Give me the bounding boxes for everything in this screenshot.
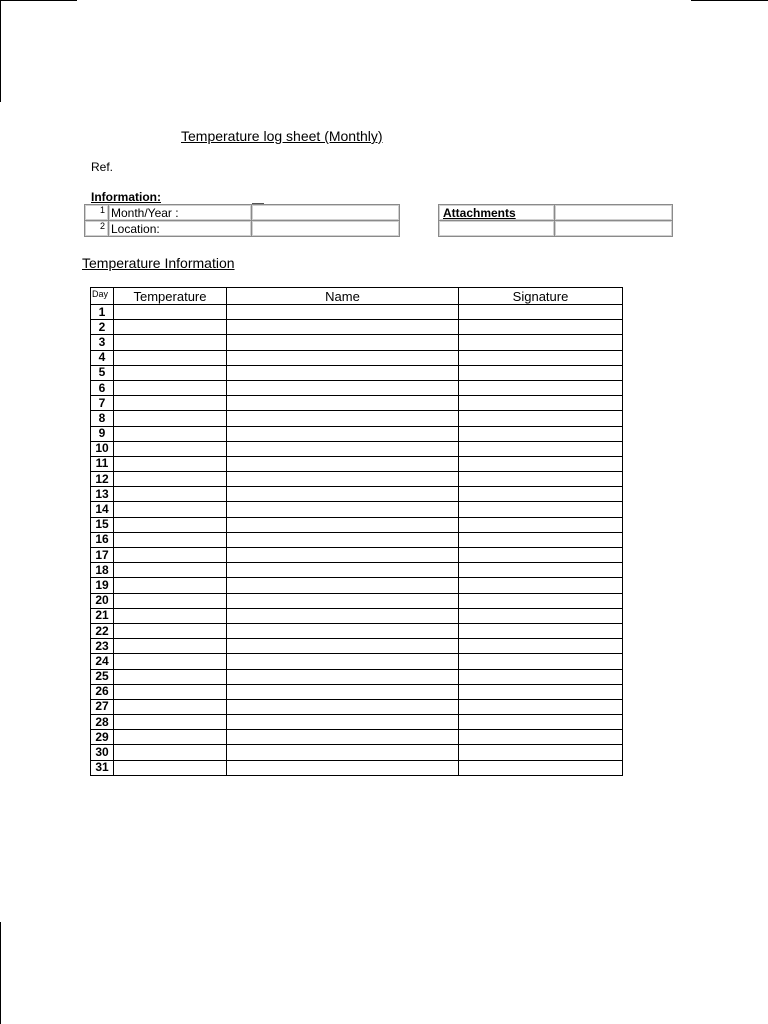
temperature-cell[interactable]	[114, 745, 227, 760]
temperature-cell[interactable]	[114, 639, 227, 654]
temperature-cell[interactable]	[114, 532, 227, 547]
day-number: 14	[91, 502, 114, 517]
day-number: 13	[91, 487, 114, 502]
signature-cell[interactable]	[459, 730, 623, 745]
day-number: 17	[91, 548, 114, 563]
day-number: 6	[91, 380, 114, 395]
temperature-cell[interactable]	[114, 320, 227, 335]
column-header-day: Day	[91, 288, 114, 305]
attachments-table	[438, 204, 673, 237]
day-number: 19	[91, 578, 114, 593]
temperature-cell[interactable]	[114, 654, 227, 669]
day-number: 8	[91, 411, 114, 426]
table-row	[91, 715, 623, 730]
information-row	[85, 221, 400, 237]
temperature-cell[interactable]	[114, 472, 227, 487]
table-row	[91, 760, 623, 775]
signature-cell[interactable]	[459, 305, 623, 320]
temperature-cell[interactable]	[114, 380, 227, 395]
table-row	[91, 669, 623, 684]
day-number: 4	[91, 350, 114, 365]
day-number: 30	[91, 745, 114, 760]
day-number: 10	[91, 441, 114, 456]
signature-cell[interactable]	[459, 745, 623, 760]
table-row	[91, 654, 623, 669]
signature-cell[interactable]	[459, 684, 623, 699]
signature-cell[interactable]	[459, 456, 623, 471]
name-cell[interactable]	[227, 639, 459, 654]
day-number: 29	[91, 730, 114, 745]
day-number: 28	[91, 715, 114, 730]
table-row	[91, 593, 623, 608]
crop-mark-top-left-v	[0, 0, 1, 102]
attachments-field-empty[interactable]	[555, 221, 673, 237]
day-number: 23	[91, 639, 114, 654]
temperature-log-table	[90, 287, 623, 776]
name-cell[interactable]	[227, 411, 459, 426]
signature-cell[interactable]	[459, 608, 623, 623]
crop-mark-bottom-left-v	[0, 922, 1, 1024]
table-row	[91, 441, 623, 456]
name-cell[interactable]	[227, 335, 459, 350]
temperature-cell[interactable]	[114, 623, 227, 638]
name-cell[interactable]	[227, 532, 459, 547]
signature-cell[interactable]	[459, 380, 623, 395]
temperature-cell[interactable]	[114, 441, 227, 456]
name-cell[interactable]	[227, 320, 459, 335]
name-cell[interactable]	[227, 426, 459, 441]
temperature-cell[interactable]	[114, 563, 227, 578]
temperature-cell[interactable]	[114, 715, 227, 730]
temperature-cell[interactable]	[114, 684, 227, 699]
table-row	[91, 623, 623, 638]
temperature-cell[interactable]	[114, 365, 227, 380]
table-row	[91, 426, 623, 441]
attachments-field[interactable]	[555, 205, 673, 221]
table-row	[91, 320, 623, 335]
temperature-cell[interactable]	[114, 456, 227, 471]
day-number: 1	[91, 305, 114, 320]
signature-cell[interactable]	[459, 320, 623, 335]
day-number: 5	[91, 365, 114, 380]
day-number: 31	[91, 760, 114, 775]
month-year-label: Month/Year :	[109, 205, 252, 221]
name-cell[interactable]	[227, 502, 459, 517]
name-cell[interactable]	[227, 563, 459, 578]
signature-cell[interactable]	[459, 487, 623, 502]
table-row	[91, 350, 623, 365]
crop-mark-top-right-h	[691, 0, 768, 1]
table-row	[91, 472, 623, 487]
day-number: 20	[91, 593, 114, 608]
signature-cell[interactable]	[459, 472, 623, 487]
name-cell[interactable]	[227, 305, 459, 320]
name-cell[interactable]	[227, 456, 459, 471]
temperature-cell[interactable]	[114, 350, 227, 365]
name-cell[interactable]	[227, 669, 459, 684]
information-heading: Information:	[91, 190, 161, 204]
row-number: 2	[85, 221, 109, 237]
day-number: 15	[91, 517, 114, 532]
name-cell[interactable]	[227, 699, 459, 714]
table-row	[91, 745, 623, 760]
signature-cell[interactable]	[459, 502, 623, 517]
day-number: 21	[91, 608, 114, 623]
name-cell[interactable]	[227, 365, 459, 380]
temperature-cell[interactable]	[114, 517, 227, 532]
name-cell[interactable]	[227, 745, 459, 760]
table-row	[91, 411, 623, 426]
signature-cell[interactable]	[459, 715, 623, 730]
temperature-cell[interactable]	[114, 426, 227, 441]
table-row	[91, 335, 623, 350]
signature-cell[interactable]	[459, 441, 623, 456]
table-row	[91, 563, 623, 578]
signature-cell[interactable]	[459, 335, 623, 350]
attachments-label: Attachments	[439, 205, 555, 221]
information-row	[85, 205, 400, 221]
attachments-field-empty[interactable]	[439, 221, 555, 237]
location-field[interactable]	[252, 221, 400, 237]
name-cell[interactable]	[227, 380, 459, 395]
name-cell[interactable]	[227, 623, 459, 638]
day-number: 22	[91, 623, 114, 638]
temperature-cell[interactable]	[114, 335, 227, 350]
column-header-name: Name	[227, 288, 459, 305]
temperature-cell[interactable]	[114, 608, 227, 623]
temperature-cell[interactable]	[114, 548, 227, 563]
table-row	[91, 684, 623, 699]
day-number: 9	[91, 426, 114, 441]
name-cell[interactable]	[227, 715, 459, 730]
temperature-cell[interactable]	[114, 396, 227, 411]
signature-cell[interactable]	[459, 426, 623, 441]
name-cell[interactable]	[227, 760, 459, 775]
signature-cell[interactable]	[459, 365, 623, 380]
temperature-cell[interactable]	[114, 760, 227, 775]
name-cell[interactable]	[227, 608, 459, 623]
signature-cell[interactable]	[459, 639, 623, 654]
table-row	[91, 578, 623, 593]
information-table	[84, 204, 400, 237]
table-row	[91, 305, 623, 320]
day-number: 16	[91, 532, 114, 547]
page-title: Temperature log sheet (Monthly)	[181, 128, 383, 144]
day-number: 7	[91, 396, 114, 411]
name-cell[interactable]	[227, 487, 459, 502]
temperature-cell[interactable]	[114, 730, 227, 745]
name-cell[interactable]	[227, 517, 459, 532]
table-row	[91, 365, 623, 380]
temperature-cell[interactable]	[114, 411, 227, 426]
day-number: 18	[91, 563, 114, 578]
name-cell[interactable]	[227, 441, 459, 456]
day-number: 11	[91, 456, 114, 471]
table-row	[91, 487, 623, 502]
temperature-cell[interactable]	[114, 669, 227, 684]
row-number: 1	[85, 205, 109, 221]
section-title: Temperature Information	[82, 255, 235, 271]
name-cell[interactable]	[227, 593, 459, 608]
month-year-field[interactable]	[252, 205, 400, 221]
table-row	[91, 548, 623, 563]
temperature-cell[interactable]	[114, 699, 227, 714]
temperature-cell[interactable]	[114, 593, 227, 608]
temperature-cell[interactable]	[114, 305, 227, 320]
table-row	[91, 699, 623, 714]
name-cell[interactable]	[227, 684, 459, 699]
table-row	[91, 456, 623, 471]
name-cell[interactable]	[227, 350, 459, 365]
name-cell[interactable]	[227, 472, 459, 487]
table-row	[91, 502, 623, 517]
signature-cell[interactable]	[459, 699, 623, 714]
day-number: 26	[91, 684, 114, 699]
table-row	[91, 532, 623, 547]
signature-cell[interactable]	[459, 563, 623, 578]
temperature-cell[interactable]	[114, 578, 227, 593]
signature-cell[interactable]	[459, 578, 623, 593]
name-cell[interactable]	[227, 654, 459, 669]
day-number: 25	[91, 669, 114, 684]
temperature-cell[interactable]	[114, 487, 227, 502]
signature-cell[interactable]	[459, 411, 623, 426]
table-header-row	[91, 288, 623, 305]
location-label: Location:	[109, 221, 252, 237]
temperature-cell[interactable]	[114, 502, 227, 517]
signature-cell[interactable]	[459, 548, 623, 563]
day-number: 24	[91, 654, 114, 669]
name-cell[interactable]	[227, 548, 459, 563]
name-cell[interactable]	[227, 730, 459, 745]
table-row	[91, 730, 623, 745]
column-header-signature: Signature	[459, 288, 623, 305]
column-header-temperature: Temperature	[114, 288, 227, 305]
signature-cell[interactable]	[459, 593, 623, 608]
signature-cell[interactable]	[459, 623, 623, 638]
signature-cell[interactable]	[459, 669, 623, 684]
signature-cell[interactable]	[459, 517, 623, 532]
table-row	[91, 639, 623, 654]
signature-cell[interactable]	[459, 760, 623, 775]
signature-cell[interactable]	[459, 350, 623, 365]
table-row	[91, 396, 623, 411]
name-cell[interactable]	[227, 578, 459, 593]
ref-label: Ref.	[91, 160, 114, 174]
table-row	[91, 380, 623, 395]
day-number: 2	[91, 320, 114, 335]
day-number: 27	[91, 699, 114, 714]
name-cell[interactable]	[227, 396, 459, 411]
day-number: 3	[91, 335, 114, 350]
crop-mark-top-left-h	[0, 0, 77, 1]
day-number: 12	[91, 472, 114, 487]
table-row	[91, 517, 623, 532]
table-row	[91, 608, 623, 623]
signature-cell[interactable]	[459, 654, 623, 669]
signature-cell[interactable]	[459, 396, 623, 411]
signature-cell[interactable]	[459, 532, 623, 547]
